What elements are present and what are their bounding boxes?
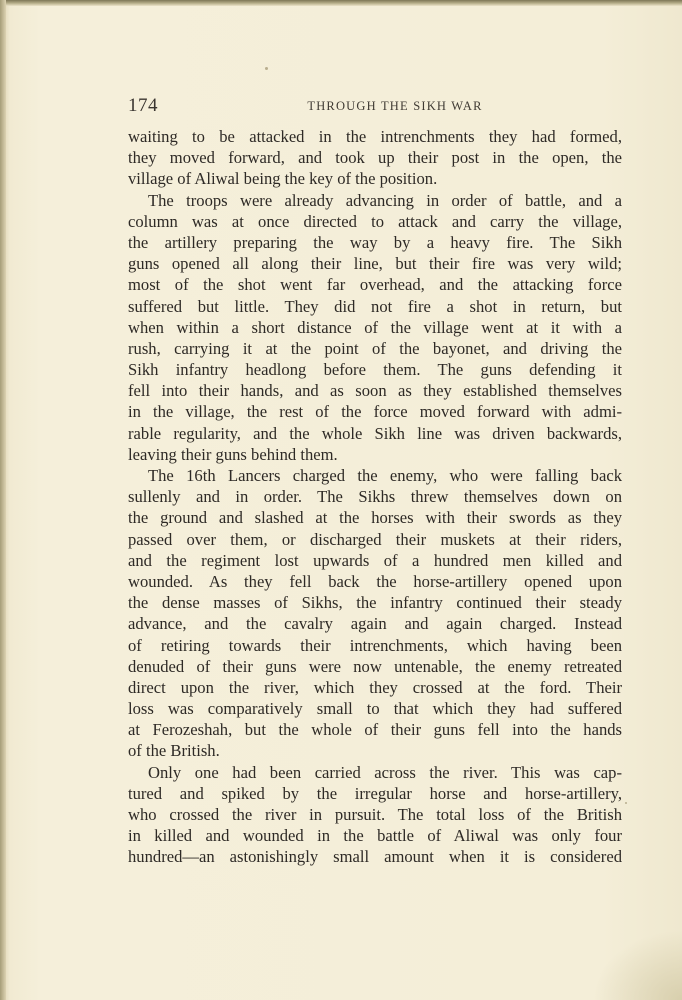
- text-line: fell into their hands, and as soon as they established themselves: [128, 381, 622, 401]
- text-line: the dense masses of Sikhs, the infantry continued their steady: [128, 593, 622, 613]
- text-line: suffered but little. They did not fire a shot in return, but: [128, 296, 622, 316]
- text-line: advance, and the cavalry again and again charged. Instead: [128, 614, 622, 634]
- page-top-edge: [0, 0, 682, 6]
- text-line: in the village, the rest of the force moved forward with admi-: [128, 402, 622, 422]
- running-head: [128, 95, 622, 119]
- text-line: passed over them, or discharged their muskets at their riders,: [128, 529, 622, 549]
- text-line: leaving their guns behind them.: [128, 444, 338, 464]
- text-line: Only one had been carried across the river. This was cap-: [148, 762, 622, 782]
- text-line: direct upon the river, which they crossed at the ford. Their: [128, 677, 622, 697]
- page-stain: [592, 930, 682, 1000]
- text-line: sullenly and in order. The Sikhs threw themselves down on: [128, 487, 622, 507]
- running-head-title: THROUGH THE SIKH WAR: [307, 99, 483, 113]
- text-line: rable regularity, and the whole Sikh line was driven backwards,: [128, 423, 622, 443]
- text-line: village of Aliwal being the key of the position.: [128, 169, 438, 189]
- text-line: loss was comparatively small to that which they had suffered: [128, 699, 622, 719]
- text-line: in killed and wounded in the battle of Aliwal was only four: [128, 826, 622, 846]
- text-line: most of the shot went far overhead, and the attacking force: [128, 275, 622, 295]
- page-number: 174: [128, 95, 158, 116]
- text-line: column was at once directed to attack and carry the village,: [128, 211, 622, 231]
- text-line: of the British.: [128, 741, 220, 761]
- text-line: when within a short distance of the village went at it with a: [128, 317, 622, 337]
- text-line: The 16th Lancers charged the enemy, who were falling back: [148, 466, 622, 485]
- text-line: guns opened all along their line, but their fire was very wild;: [128, 254, 622, 274]
- text-line: denuded of their guns were now untenable, the enemy retreated: [128, 656, 622, 676]
- text-line: The troops were already advancing in order of battle, and a: [148, 190, 622, 210]
- text-line: they moved forward, and took up their post in the open, the: [128, 148, 622, 168]
- page-binding-edge: [0, 0, 6, 1000]
- paragraph: [128, 190, 622, 465]
- paper-fleck: [625, 802, 627, 804]
- text-line: rush, carrying it at the point of the bayonet, and driving the: [128, 338, 622, 358]
- text-line: tured and spiked by the irregular horse and horse-artillery,: [128, 783, 622, 803]
- paper-fleck: [265, 67, 268, 70]
- text-line: Sikh infantry headlong before them. The guns defending it: [128, 360, 622, 380]
- text-line: at Ferozeshah, but the whole of their guns fell into the hands: [128, 720, 622, 740]
- body-text: [128, 126, 622, 868]
- text-line: hundred—an astonishingly small amount when it is considered: [128, 847, 622, 867]
- text-line: wounded. As they fell back the horse-artillery opened upon: [128, 571, 622, 591]
- text-line: of retiring towards their intrenchments, which having been: [128, 635, 622, 655]
- paragraph: [128, 465, 622, 762]
- text-line: waiting to be attacked in the intrenchments they had formed,: [128, 127, 622, 146]
- paragraph: [128, 762, 622, 868]
- text-line: the ground and slashed at the horses with their swords as they: [128, 508, 622, 528]
- text-line: the artillery preparing the way by a heavy fire. The Sikh: [128, 232, 622, 252]
- paragraph: [128, 126, 622, 190]
- text-line: and the regiment lost upwards of a hundred men killed and: [128, 550, 622, 570]
- text-line: who crossed the river in pursuit. The total loss of the British: [128, 805, 622, 824]
